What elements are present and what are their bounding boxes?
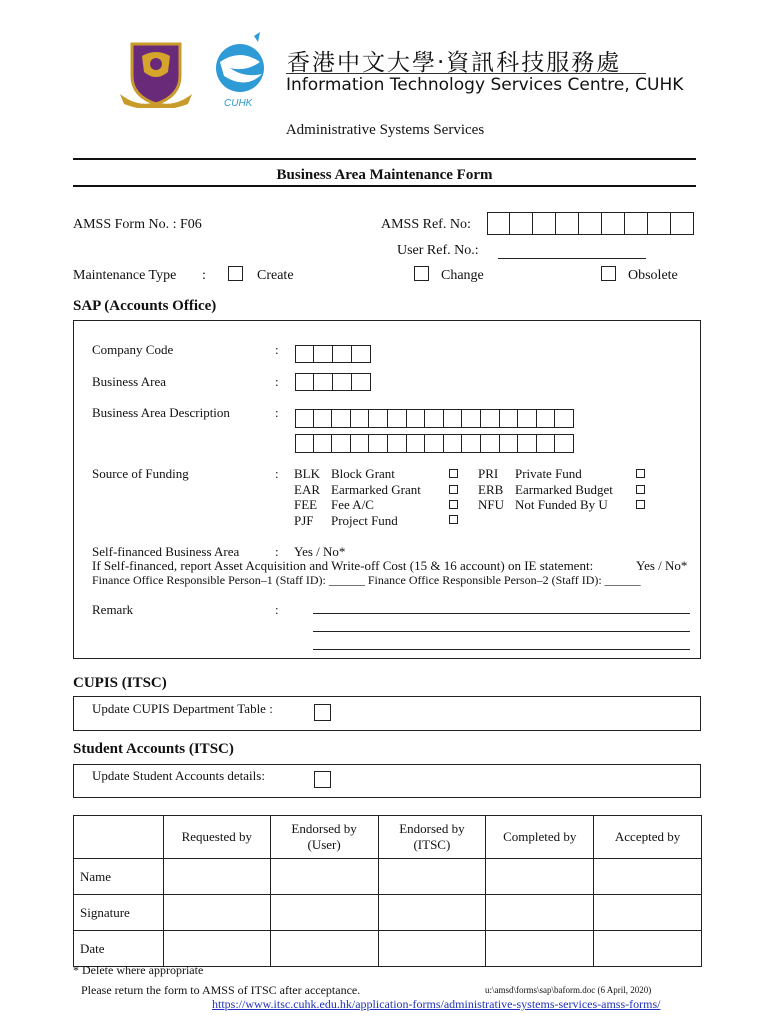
signoff-cell[interactable]: [270, 895, 378, 931]
funding-checkbox-blk[interactable]: [449, 469, 458, 478]
maintenance-type-label: Maintenance Type: [73, 268, 177, 283]
form-number: AMSS Form No. : F06: [73, 217, 202, 232]
funding-code: ERB: [478, 482, 504, 497]
funding-code: FEE: [294, 497, 318, 512]
title-top-rule: [73, 158, 696, 160]
obsolete-checkbox[interactable]: [601, 266, 616, 281]
title-bottom-rule: [73, 185, 696, 187]
description-boxes-row1[interactable]: [295, 409, 574, 428]
funding-checkbox-ear[interactable]: [449, 485, 458, 494]
department-name: Administrative Systems Services: [285, 122, 485, 138]
business-area-boxes[interactable]: [295, 373, 371, 391]
funding-name: Fee A/C: [331, 497, 374, 512]
column-header-completed: Completed by: [486, 816, 594, 859]
funding-checkbox-pri[interactable]: [636, 469, 645, 478]
funding-code: NFU: [478, 497, 505, 512]
funding-name: Earmarked Budget: [515, 482, 613, 497]
ref-no-label: AMSS Ref. No:: [381, 217, 471, 232]
description-colon: :: [275, 405, 279, 420]
cuhk-crest-logo: [118, 38, 194, 108]
column-header-endorsed-itsc: Endorsed by (ITSC): [378, 816, 486, 859]
remark-colon: :: [275, 602, 279, 617]
form-title: Business Area Maintenance Form: [276, 167, 493, 183]
remark-line-1[interactable]: [313, 613, 690, 614]
return-instruction: Please return the form to AMSS of ITSC after acceptance.: [81, 983, 361, 997]
funding-code: BLK: [294, 466, 320, 481]
signoff-cell[interactable]: [594, 859, 702, 895]
description-boxes-row2[interactable]: [295, 434, 574, 453]
signoff-cell[interactable]: [163, 859, 270, 895]
cupis-label: Update CUPIS Department Table :: [92, 701, 273, 716]
signoff-cell[interactable]: [594, 931, 702, 967]
student-heading: Student Accounts (ITSC): [73, 741, 234, 757]
company-code-label: Company Code: [92, 342, 174, 357]
self-financed-label: Self-financed Business Area: [92, 544, 240, 559]
business-area-colon: :: [275, 374, 279, 389]
signoff-cell[interactable]: [486, 931, 594, 967]
obsolete-label: Obsolete: [628, 268, 678, 283]
signoff-cell[interactable]: [270, 859, 378, 895]
funding-name: Earmarked Grant: [331, 482, 421, 497]
create-label: Create: [257, 268, 294, 283]
ref-no-boxes[interactable]: [487, 212, 694, 235]
funding-name: Block Grant: [331, 466, 395, 481]
column-header-accepted: Accepted by: [594, 816, 702, 859]
cupis-heading: CUPIS (ITSC): [73, 675, 167, 691]
company-code-boxes[interactable]: [295, 345, 371, 363]
funding-label: Source of Funding: [92, 466, 189, 481]
row-label-signature: Signature: [74, 895, 164, 931]
svg-text:CUHK: CUHK: [224, 98, 253, 109]
company-code-colon: :: [275, 342, 279, 357]
funding-code: EAR: [294, 482, 320, 497]
signoff-cell[interactable]: [486, 859, 594, 895]
table-row: [74, 931, 702, 967]
self-financed-colon: :: [275, 544, 279, 559]
table-row: [74, 859, 702, 895]
signoff-cell[interactable]: [163, 895, 270, 931]
header-divider: [286, 73, 646, 74]
signoff-cell[interactable]: [270, 931, 378, 967]
funding-checkbox-nfu[interactable]: [636, 500, 645, 509]
column-header-requested: Requested by: [163, 816, 270, 859]
funding-name: Project Fund: [331, 513, 398, 528]
row-label-date: Date: [74, 931, 164, 967]
user-ref-field[interactable]: [498, 258, 646, 259]
funding-colon: :: [275, 466, 279, 481]
student-checkbox[interactable]: [314, 771, 331, 788]
file-reference: u:\amsd\forms\sap\baform.doc (6 April, 2020): [485, 985, 652, 995]
amss-forms-link[interactable]: https://www.itsc.cuhk.edu.hk/application-forms/administrative-systems-services-amss-forms/: [212, 997, 661, 1011]
funding-name: Private Fund: [515, 466, 582, 481]
signoff-corner-cell: [74, 816, 164, 859]
change-checkbox[interactable]: [414, 266, 429, 281]
english-title: Information Technology Services Centre, CUHK: [286, 75, 684, 95]
funding-code: PRI: [478, 466, 499, 481]
funding-name: Not Funded By U: [515, 497, 608, 512]
funding-code: PJF: [294, 513, 314, 528]
signoff-cell[interactable]: [486, 895, 594, 931]
responsible-persons-line[interactable]: Finance Office Responsible Person–1 (Staff ID): ______ Finance Office Responsible Person–2 (Staff ID): ______: [92, 573, 641, 587]
funding-checkbox-pjf[interactable]: [449, 515, 458, 524]
change-label: Change: [441, 268, 484, 283]
signoff-header-row: [74, 816, 702, 859]
funding-checkbox-fee[interactable]: [449, 500, 458, 509]
student-label: Update Student Accounts details:: [92, 768, 265, 783]
column-header-endorsed-user: Endorsed by (User): [270, 816, 378, 859]
delete-note: * Delete where appropriate: [73, 963, 204, 977]
create-checkbox[interactable]: [228, 266, 243, 281]
table-row: [74, 895, 702, 931]
chinese-title: 香港中文大學‧資訊科技服務處: [287, 50, 622, 76]
row-label-name: Name: [74, 859, 164, 895]
signoff-cell[interactable]: [378, 859, 486, 895]
report-value[interactable]: Yes / No*: [636, 558, 688, 573]
remark-label: Remark: [92, 602, 134, 617]
sap-heading: SAP (Accounts Office): [73, 298, 217, 314]
business-area-label: Business Area: [92, 374, 167, 389]
signoff-cell[interactable]: [594, 895, 702, 931]
remark-line-3[interactable]: [313, 649, 690, 650]
funding-checkbox-erb[interactable]: [636, 485, 645, 494]
signoff-cell[interactable]: [378, 895, 486, 931]
remark-line-2[interactable]: [313, 631, 690, 632]
self-financed-value[interactable]: Yes / No*: [294, 544, 346, 559]
signoff-cell[interactable]: [378, 931, 486, 967]
maintenance-colon: :: [202, 268, 206, 283]
report-line: If Self-financed, report Asset Acquisition and Write-off Cost (15 & 16 account) on IE statement:: [92, 558, 594, 573]
user-ref-label: User Ref. No.:: [397, 243, 479, 258]
signoff-cell[interactable]: [163, 931, 270, 967]
itsc-logo: [210, 32, 276, 110]
description-label: Business Area Description: [92, 405, 230, 420]
cupis-checkbox[interactable]: [314, 704, 331, 721]
signoff-table: [73, 815, 702, 967]
